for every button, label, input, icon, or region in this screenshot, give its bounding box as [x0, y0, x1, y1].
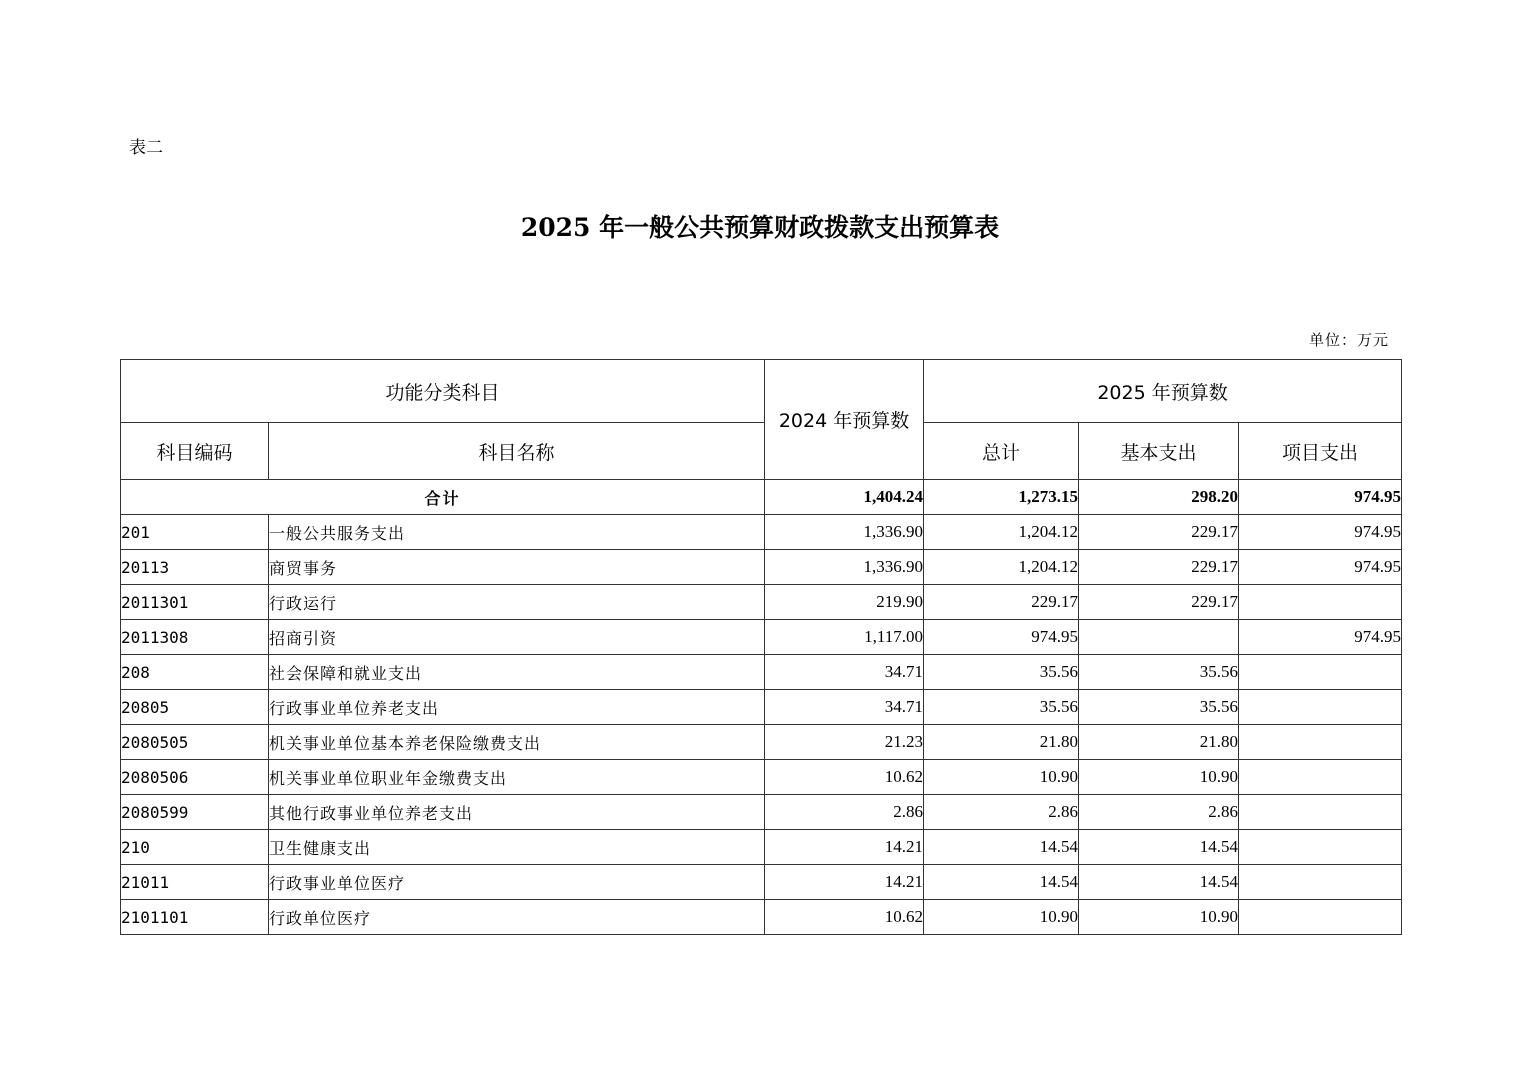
row-name: 卫生健康支出 — [269, 830, 765, 865]
row-code: 21011 — [121, 865, 269, 900]
table-row — [121, 865, 1402, 900]
table-row — [121, 585, 1402, 620]
row-basic: 229.17 — [1079, 585, 1239, 620]
row-project — [1239, 725, 1402, 760]
total-basic: 298.20 — [1079, 480, 1239, 515]
table-row — [121, 550, 1402, 585]
total-project: 974.95 — [1239, 480, 1402, 515]
row-name: 机关事业单位基本养老保险缴费支出 — [269, 725, 765, 760]
row-budget-2024: 2.86 — [765, 795, 924, 830]
row-name: 社会保障和就业支出 — [269, 655, 765, 690]
row-budget-2024: 10.62 — [765, 760, 924, 795]
row-code: 208 — [121, 655, 269, 690]
row-name: 行政事业单位医疗 — [269, 865, 765, 900]
total-row — [121, 480, 1402, 515]
row-budget-2024: 1,117.00 — [765, 620, 924, 655]
header-budget-2025: 2025 年预算数 — [924, 360, 1402, 423]
row-project: 974.95 — [1239, 550, 1402, 585]
header-name: 科目名称 — [269, 423, 765, 480]
row-basic: 21.80 — [1079, 725, 1239, 760]
row-basic: 35.56 — [1079, 655, 1239, 690]
table-row — [121, 515, 1402, 550]
row-name: 商贸事务 — [269, 550, 765, 585]
row-name: 行政运行 — [269, 585, 765, 620]
row-total: 974.95 — [924, 620, 1079, 655]
row-project — [1239, 830, 1402, 865]
row-total: 35.56 — [924, 655, 1079, 690]
row-project — [1239, 760, 1402, 795]
table-row — [121, 725, 1402, 760]
row-basic: 35.56 — [1079, 690, 1239, 725]
row-basic: 2.86 — [1079, 795, 1239, 830]
row-code: 210 — [121, 830, 269, 865]
row-code: 2101101 — [121, 900, 269, 935]
budget-table — [120, 359, 1402, 935]
row-name: 行政事业单位养老支出 — [269, 690, 765, 725]
row-code: 2080599 — [121, 795, 269, 830]
row-code: 201 — [121, 515, 269, 550]
table-row — [121, 760, 1402, 795]
row-project — [1239, 795, 1402, 830]
table-row — [121, 690, 1402, 725]
row-code: 2011308 — [121, 620, 269, 655]
unit-label: 单位：万元 — [1308, 331, 1389, 349]
row-total: 1,204.12 — [924, 550, 1079, 585]
header-total: 总计 — [924, 423, 1079, 480]
row-total: 10.90 — [924, 760, 1079, 795]
total-label: 合计 — [121, 480, 765, 515]
row-name: 一般公共服务支出 — [269, 515, 765, 550]
row-project — [1239, 585, 1402, 620]
row-project — [1239, 690, 1402, 725]
row-total: 10.90 — [924, 900, 1079, 935]
table-row — [121, 655, 1402, 690]
row-basic: 229.17 — [1079, 550, 1239, 585]
total-budget-2024: 1,404.24 — [765, 480, 924, 515]
row-name: 其他行政事业单位养老支出 — [269, 795, 765, 830]
row-budget-2024: 1,336.90 — [765, 550, 924, 585]
row-code: 2080506 — [121, 760, 269, 795]
row-basic: 14.54 — [1079, 830, 1239, 865]
row-basic: 14.54 — [1079, 865, 1239, 900]
table-row — [121, 900, 1402, 935]
row-total: 21.80 — [924, 725, 1079, 760]
table-row — [121, 830, 1402, 865]
row-project: 974.95 — [1239, 515, 1402, 550]
row-budget-2024: 34.71 — [765, 690, 924, 725]
row-total: 1,204.12 — [924, 515, 1079, 550]
row-code: 2011301 — [121, 585, 269, 620]
row-basic: 10.90 — [1079, 900, 1239, 935]
header-project: 项目支出 — [1239, 423, 1402, 480]
row-total: 229.17 — [924, 585, 1079, 620]
row-name: 行政单位医疗 — [269, 900, 765, 935]
header-functional-category: 功能分类科目 — [121, 360, 765, 423]
row-budget-2024: 34.71 — [765, 655, 924, 690]
row-total: 35.56 — [924, 690, 1079, 725]
row-project — [1239, 655, 1402, 690]
row-budget-2024: 14.21 — [765, 865, 924, 900]
table-row — [121, 795, 1402, 830]
page-title: 2025 年一般公共预算财政拨款支出预算表 — [520, 213, 1000, 242]
total-total: 1,273.15 — [924, 480, 1079, 515]
row-name: 招商引资 — [269, 620, 765, 655]
row-project — [1239, 865, 1402, 900]
row-project — [1239, 900, 1402, 935]
row-budget-2024: 1,336.90 — [765, 515, 924, 550]
table-row — [121, 620, 1402, 655]
row-total: 2.86 — [924, 795, 1079, 830]
header-basic: 基本支出 — [1079, 423, 1239, 480]
row-budget-2024: 10.62 — [765, 900, 924, 935]
row-basic: 10.90 — [1079, 760, 1239, 795]
row-name: 机关事业单位职业年金缴费支出 — [269, 760, 765, 795]
page-label: 表二 — [129, 138, 163, 158]
row-code: 20805 — [121, 690, 269, 725]
row-total: 14.54 — [924, 830, 1079, 865]
row-basic — [1079, 620, 1239, 655]
row-code: 2080505 — [121, 725, 269, 760]
row-budget-2024: 14.21 — [765, 830, 924, 865]
row-total: 14.54 — [924, 865, 1079, 900]
row-basic: 229.17 — [1079, 515, 1239, 550]
row-budget-2024: 219.90 — [765, 585, 924, 620]
header-code: 科目编码 — [121, 423, 269, 480]
row-code: 20113 — [121, 550, 269, 585]
row-budget-2024: 21.23 — [765, 725, 924, 760]
row-project: 974.95 — [1239, 620, 1402, 655]
header-budget-2024: 2024 年预算数 — [765, 360, 924, 480]
